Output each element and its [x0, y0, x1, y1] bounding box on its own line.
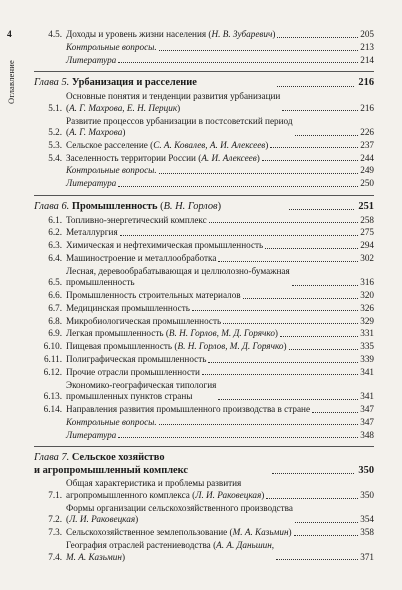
- entry-title: Общая характеристика и проблемы развития: [66, 478, 242, 489]
- entry-author: А. А. Даньшин,: [216, 540, 275, 550]
- page-number: 4: [7, 30, 12, 40]
- running-head: Оглавление: [6, 60, 16, 104]
- entry-title: Основные понятия и тенденции развития урбанизации: [66, 91, 281, 102]
- toc-entry-7-3[interactable]: 7.3. Сельскохозяйственное землепользование (М. А. Казьмин) 358: [34, 527, 374, 539]
- leader-dots: [243, 298, 359, 299]
- entry-author: В. Н. Горлов, М. Д. Горячко: [168, 328, 275, 339]
- entry-author-cont: М. А. Казьмин: [66, 551, 122, 562]
- leader-dots: [280, 336, 358, 337]
- entry-number: 6.13.: [43, 391, 62, 402]
- entry-number: 4.5.: [48, 29, 62, 40]
- chapter-author: В. Н. Горлов: [163, 200, 218, 212]
- toc-entry-7-1[interactable]: 7.1. Общая характеристика и проблемы развития агропромышленного комплекса (Л. И. Раковецкая) 350: [34, 478, 374, 501]
- leader-dots: [218, 261, 358, 262]
- entry-author: М. А. Казьмин: [232, 527, 289, 538]
- entry-page: 316: [360, 277, 374, 288]
- entry-number: 6.3.: [48, 240, 62, 251]
- entry-page: 347: [360, 403, 374, 414]
- entry-page: 320: [360, 290, 374, 301]
- leader-dots: [276, 559, 358, 560]
- entry-page: 350: [360, 490, 374, 501]
- entry-number: 6.11.: [43, 354, 62, 364]
- entry-number: 5.4.: [48, 152, 62, 163]
- entry-title: Направления развития промышленного производства в стране: [66, 403, 311, 414]
- toc-entry-7-4[interactable]: 7.4. География отраслей растениеводства (А. А. Даньшин, М. А. Казьмин) 371: [34, 540, 374, 563]
- entry-page: 335: [360, 341, 374, 352]
- entry-number: 6.9.: [48, 328, 62, 339]
- entry-number: 6.6.: [48, 290, 62, 301]
- entry-title: География отраслей растениеводства: [66, 540, 211, 550]
- entry-page: 214: [360, 54, 374, 65]
- toc-entry-5-3[interactable]: 5.3. Сельское расселение (С. А. Ковалев, А. И. Алексеев) 237: [34, 140, 374, 152]
- toc-entry-5-1[interactable]: 5.1. Основные понятия и тенденции развития урбанизации (А. Г. Махрова, Е. Н. Перцик) 216: [34, 91, 374, 114]
- entry-number: 6.4.: [48, 252, 62, 263]
- toc-entry-questions[interactable]: [34, 165, 374, 177]
- entry-title: Экономико-географическая типология: [66, 379, 217, 390]
- entry-number: 7.1.: [48, 490, 62, 501]
- toc-entry-7-2[interactable]: 7.2. Формы организации сельскохозяйственного производства (Л. И. Раковецкая) 354: [34, 503, 374, 526]
- entry-title-cont: промышленных пунктов страны: [66, 391, 193, 402]
- leader-dots: [295, 522, 358, 523]
- entry-author: В. Н. Горлов, М. Д. Горячко: [177, 341, 284, 352]
- chapter-title: Промышленность: [71, 200, 158, 212]
- entry-title: Прочие отрасли промышленности: [66, 366, 200, 377]
- leader-dots: [223, 323, 358, 324]
- toc-entry-6-9[interactable]: 6.9. Легкая промышленность (В. Н. Горлов, М. Д. Горячко) 331: [34, 328, 374, 340]
- chapter-heading[interactable]: Глава 6. Промышленность (В. Н. Горлов) 251: [34, 195, 374, 214]
- entry-page: 244: [360, 152, 374, 163]
- toc-entry-6-8[interactable]: [34, 316, 374, 328]
- toc-entry-5-2[interactable]: 5.2. Развитие процессов урбанизации в постсоветский период (А. Г. Махрова) 226: [34, 116, 374, 139]
- entry-title: Промышленность строительных материалов: [66, 290, 241, 301]
- leader-dots: [118, 62, 358, 63]
- entry-title: Развитие процессов урбанизации в постсоветский период: [66, 115, 293, 126]
- entry-title: Химическая и нефтехимическая промышленность: [66, 240, 264, 251]
- entry-page: 294: [360, 240, 374, 251]
- toc-entry-6-11[interactable]: [34, 354, 374, 366]
- leader-dots: [209, 222, 358, 223]
- toc-entry-6-6[interactable]: [34, 290, 374, 302]
- leader-dots: [277, 86, 355, 87]
- entry-title: Сельское расселение: [66, 139, 148, 150]
- chapter-title: Урбанизация и расселение: [71, 77, 197, 89]
- toc-entry-6-2[interactable]: [34, 227, 374, 239]
- toc-entry-6-3[interactable]: [34, 240, 374, 252]
- entry-page: 213: [360, 41, 374, 52]
- entry-title: Медицинская промышленность: [66, 302, 190, 313]
- leader-dots: [266, 498, 358, 499]
- toc-entry-6-14[interactable]: [34, 404, 374, 416]
- toc-entry-5-4[interactable]: 5.4. Заселенность территории России (А. И. Алексеев) 244: [34, 153, 374, 165]
- toc-entry-6-13[interactable]: [34, 380, 374, 403]
- entry-title: Сельскохозяйственное землепользование: [66, 527, 228, 538]
- entry-number: 6.12.: [43, 366, 62, 377]
- toc-entry-6-4[interactable]: [34, 253, 374, 265]
- chapter-label: Глава 6.: [34, 200, 70, 212]
- entry-title: Формы организации сельскохозяйственного производства: [66, 502, 293, 513]
- chapter-page: 251: [358, 200, 374, 212]
- entry-page: 237: [360, 139, 374, 150]
- entry-page: 302: [360, 252, 374, 263]
- leader-dots: [202, 374, 358, 375]
- leader-dots: [265, 248, 358, 249]
- toc-entry-4-5[interactable]: 4.5. Доходы и уровень жизни населения (Н. В. Зубаревич) 205: [34, 29, 374, 41]
- leader-dots: [118, 186, 358, 187]
- entry-number: 7.4.: [48, 551, 62, 562]
- leader-dots: [289, 349, 359, 350]
- entry-author: Л. И. Раковецкая: [69, 514, 136, 525]
- entry-title: Доходы и уровень жизни населения: [66, 29, 207, 40]
- entry-page: 354: [360, 514, 374, 525]
- toc-entry-6-1[interactable]: [34, 215, 374, 227]
- entry-author: С. А. Ковалев, А. И. Алексеев: [153, 139, 266, 150]
- entry-page: 249: [360, 165, 374, 176]
- entry-page: 216: [360, 102, 374, 113]
- entry-title: Полиграфическая промышленность: [66, 354, 207, 364]
- leader-dots: [120, 235, 359, 236]
- entry-title: Лесная, деревообрабатывающая и целлюлозно-бумажная: [66, 265, 290, 276]
- leader-dots: [118, 437, 358, 438]
- entry-title: Контрольные вопросы.: [66, 416, 157, 427]
- leader-dots: [192, 310, 358, 311]
- entry-title: Легкая промышленность: [66, 328, 164, 339]
- entry-number: 6.2.: [48, 227, 62, 238]
- entry-number: 5.3.: [48, 139, 62, 150]
- entry-title: Топливно-энергетический комплекс: [66, 214, 207, 225]
- toc-entry-6-12[interactable]: [34, 367, 374, 379]
- entry-number: 7.2.: [48, 514, 62, 525]
- leader-dots: [277, 37, 358, 38]
- entry-number: 6.7.: [48, 302, 62, 313]
- entry-title: Микробиологическая промышленность: [66, 315, 222, 326]
- leader-dots: [208, 362, 358, 363]
- toc-entry-questions[interactable]: [34, 42, 374, 54]
- entry-title: Литература: [66, 54, 117, 65]
- toc-entry-6-7[interactable]: [34, 303, 374, 315]
- chapter-title-cont: и агропромышленный комплекс: [34, 464, 189, 476]
- entry-title: Заселенность территории России: [66, 152, 196, 163]
- leader-dots: [312, 412, 358, 413]
- entry-number: 6.14.: [43, 403, 62, 414]
- entry-page: 339: [360, 354, 374, 364]
- toc-entry-literature[interactable]: [34, 55, 374, 67]
- toc-entry-6-5[interactable]: [34, 266, 374, 289]
- leader-dots: [262, 160, 358, 161]
- leader-dots: [295, 135, 359, 136]
- leader-dots: [289, 209, 355, 210]
- entry-number: 5.2.: [48, 127, 62, 138]
- entry-page: 258: [360, 214, 374, 225]
- entry-title-cont: промышленность: [66, 277, 135, 288]
- leader-dots: [218, 399, 358, 400]
- leader-dots: [159, 50, 359, 51]
- entry-title: Литература: [66, 178, 117, 189]
- chapter-6: [34, 195, 374, 441]
- entry-title: Контрольные вопросы.: [66, 41, 157, 52]
- entry-page: 347: [360, 416, 374, 427]
- entry-number: 6.10.: [43, 341, 62, 352]
- entry-page: 275: [360, 227, 374, 238]
- entry-title: Литература: [66, 429, 117, 440]
- chapter-page: 350: [358, 464, 375, 476]
- chapter-7: [34, 446, 374, 563]
- leader-dots: [159, 173, 359, 174]
- chapter-5: [34, 71, 374, 189]
- entry-page: 371: [360, 551, 374, 562]
- chapter-heading[interactable]: [34, 446, 374, 477]
- entry-page: 341: [360, 366, 374, 377]
- entry-author: Н. В. Зубаревич: [211, 29, 273, 40]
- entry-number: 5.1.: [48, 102, 62, 113]
- chapter-title: Сельское хозяйство: [71, 452, 165, 464]
- toc-entry-questions[interactable]: [34, 417, 374, 429]
- chapter-page: 216: [358, 77, 375, 89]
- entry-author: Л. И. Раковецкая: [195, 490, 262, 501]
- entry-page: 250: [360, 178, 374, 189]
- leader-dots: [292, 285, 358, 286]
- entry-page: 358: [360, 527, 374, 538]
- entry-title: Машиностроение и металлообработка: [66, 252, 217, 263]
- table-of-contents: [34, 28, 374, 564]
- entry-number: 6.1.: [48, 214, 62, 225]
- chapter-label: Глава 5.: [34, 77, 70, 89]
- entry-author: А. И. Алексеев: [201, 152, 257, 163]
- leader-dots: [272, 473, 354, 474]
- entry-page: 326: [360, 302, 374, 313]
- entry-number: 6.8.: [48, 315, 62, 326]
- entry-page: 226: [360, 127, 374, 138]
- entry-title: Контрольные вопросы.: [66, 165, 157, 176]
- entry-page: 205: [360, 29, 374, 40]
- leader-dots: [294, 535, 359, 536]
- entry-title: Металлургия: [66, 227, 118, 238]
- entry-page: 341: [360, 391, 374, 402]
- toc-entry-6-10[interactable]: 6.10. Пищевая промышленность (В. Н. Горлов, М. Д. Горячко) 335: [34, 341, 374, 353]
- leader-dots: [270, 147, 358, 148]
- toc-entry-literature[interactable]: [34, 430, 374, 442]
- chapter-heading[interactable]: [34, 71, 374, 90]
- entry-page: 348: [360, 429, 374, 440]
- entry-author: А. Г. Махрова: [69, 127, 123, 138]
- entry-title: Пищевая промышленность: [66, 341, 173, 352]
- leader-dots: [159, 424, 359, 425]
- entry-number: 6.5.: [48, 277, 62, 288]
- leader-dots: [282, 110, 358, 111]
- entry-author: А. Г. Махрова, Е. Н. Перцик: [69, 102, 178, 113]
- entry-title-cont: агропромышленного комплекса: [66, 490, 190, 501]
- chapter-label: Глава 7.: [34, 452, 70, 464]
- toc-entry-literature[interactable]: [34, 178, 374, 190]
- entry-page: 329: [360, 315, 374, 326]
- entry-number: 7.3.: [48, 527, 62, 538]
- entry-page: 331: [360, 328, 374, 339]
